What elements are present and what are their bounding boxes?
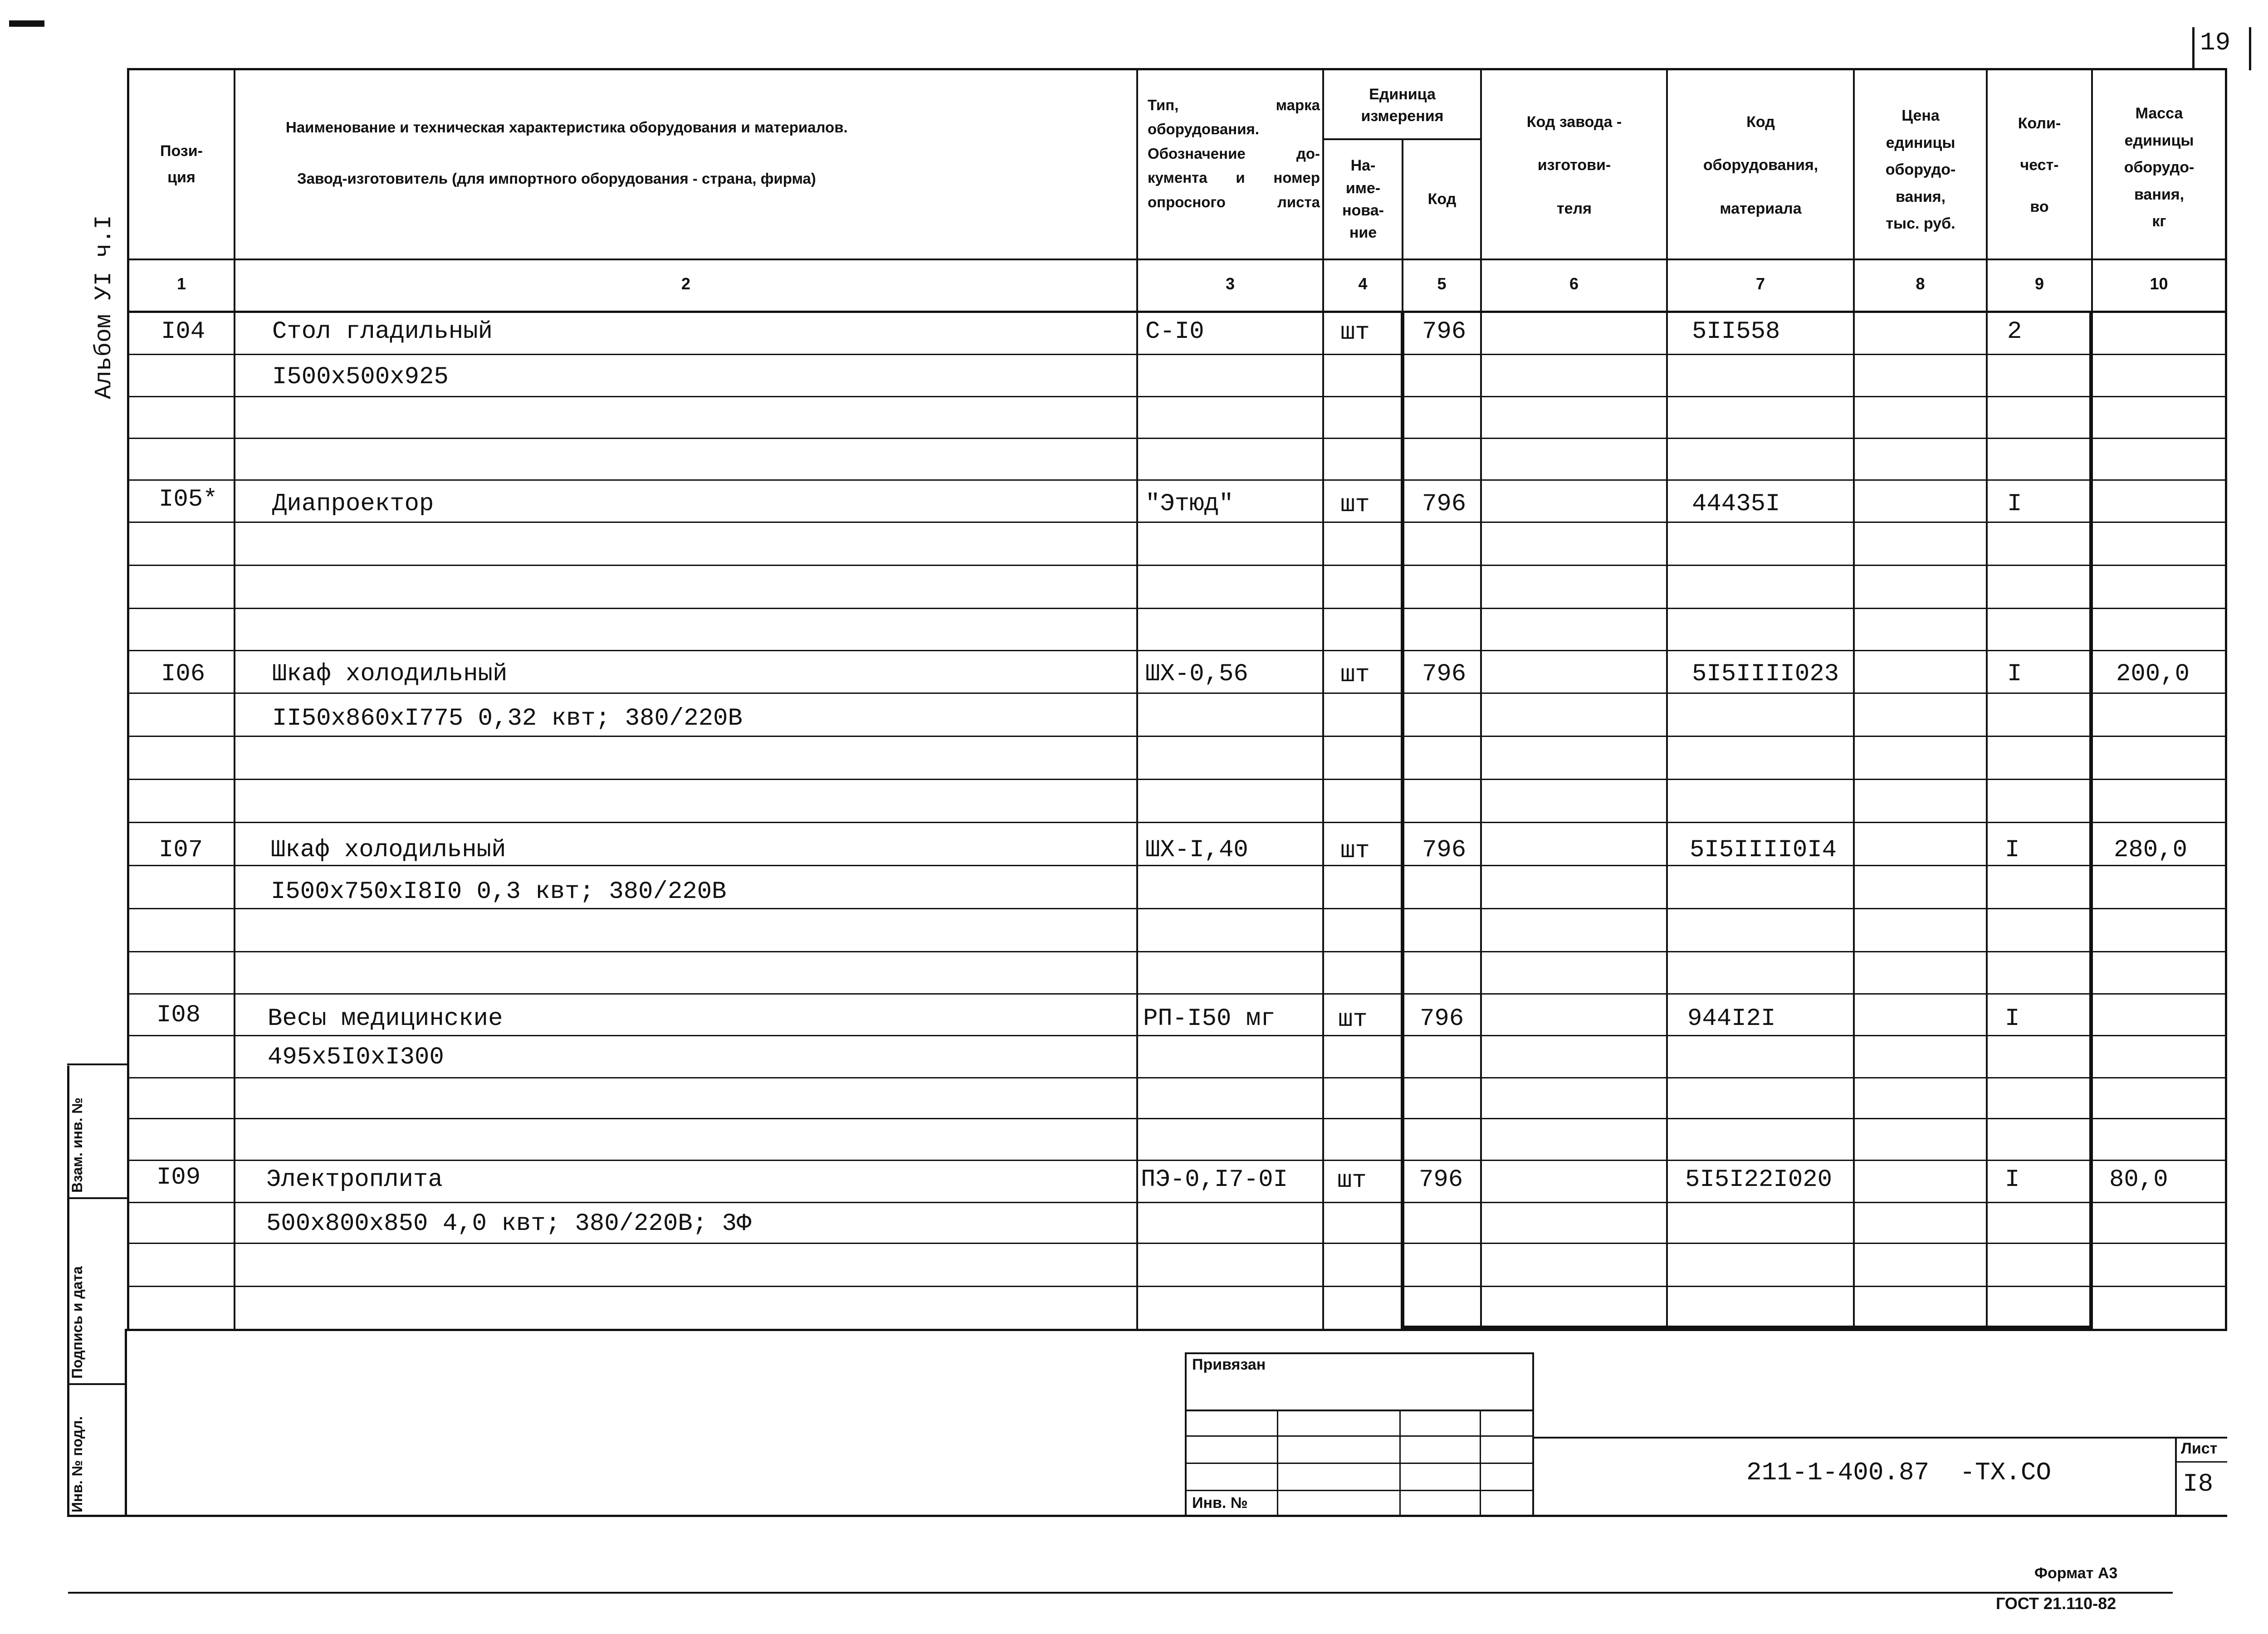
- row-equipment-code: 944I2I: [1687, 1005, 1776, 1033]
- row-unit-code: 796: [1422, 836, 1466, 864]
- row-position: I04: [161, 318, 205, 346]
- row-unit: шт: [1337, 1167, 1367, 1195]
- header-col3: Тип, марка оборудования. Обозначение до- кумента и номер опросного листа: [1148, 97, 1320, 210]
- row-type: ПЭ-0,I7-0I: [1141, 1166, 1288, 1194]
- row-unit-code: 796: [1422, 490, 1466, 518]
- footer-rule: [68, 1592, 2173, 1594]
- row-unit-code: 796: [1422, 318, 1466, 346]
- col-number-2: 2: [681, 274, 691, 293]
- row-quantity: I: [2007, 660, 2022, 688]
- row-name: Стол гладильный: [272, 318, 493, 346]
- row-equipment-code: 5I5IIII0I4: [1690, 836, 1837, 864]
- row-equipment-code: 44435I: [1692, 490, 1780, 518]
- row-name: Электроплита: [266, 1166, 443, 1194]
- col-number-9: 9: [2034, 274, 2044, 293]
- row-name: Диапроектор: [272, 490, 434, 518]
- col-number-8: 8: [1916, 274, 1925, 293]
- header-col9: Коли- чест- во: [2018, 115, 2061, 215]
- row-spec: II50x860xI775 0,32 квт; 380/220В: [272, 705, 743, 732]
- row-type: "Этюд": [1145, 490, 1234, 518]
- row-quantity: I: [2007, 490, 2022, 518]
- row-type: ШХ-0,56: [1145, 660, 1248, 688]
- col-number-3: 3: [1225, 274, 1235, 293]
- row-equipment-code: 5I5I22I020: [1685, 1166, 1833, 1194]
- row-unit-code: 796: [1422, 660, 1466, 688]
- row-spec: 495x5I0xI300: [268, 1044, 444, 1071]
- header-col10: Масса единицы оборудо- вания, кг: [2124, 105, 2195, 230]
- row-unit: шт: [1340, 319, 1370, 346]
- row-unit-code: 796: [1420, 1005, 1464, 1033]
- row-position: I06: [161, 660, 205, 688]
- col-number-6: 6: [1569, 274, 1579, 293]
- header-col1: Пози- ция: [160, 142, 203, 186]
- col-number-7: 7: [1755, 274, 1765, 293]
- col-number-1: 1: [176, 274, 186, 293]
- row-type: ШХ-I,40: [1145, 836, 1248, 864]
- row-unit: шт: [1340, 837, 1370, 865]
- row-unit-code: 796: [1419, 1166, 1463, 1194]
- header-col7: Код оборудования, материала: [1703, 113, 1818, 217]
- sheet-label: Лист: [2181, 1440, 2218, 1457]
- row-quantity: I: [2005, 836, 2020, 864]
- header-col2-line1: Наименование и техническая характеристика оборудования и материалов.: [286, 119, 848, 136]
- row-type: РП-I50 мг: [1143, 1005, 1276, 1033]
- corner-page-number: 19: [2200, 28, 2231, 57]
- album-label: Альбом УI ч.I: [91, 215, 117, 399]
- row-equipment-code: 5II558: [1692, 318, 1780, 346]
- sheet-number: I8: [2183, 1469, 2214, 1498]
- col-number-5: 5: [1437, 274, 1447, 293]
- row-name: Шкаф холодильный: [272, 660, 508, 688]
- row-mass: 80,0: [2109, 1166, 2168, 1194]
- row-name: Весы медицинские: [268, 1005, 503, 1033]
- row-quantity: I: [2005, 1005, 2020, 1033]
- margin-label-sign-date: Подпись и дата: [69, 1266, 85, 1379]
- row-equipment-code: 5I5IIII023: [1692, 660, 1839, 688]
- row-type: С-I0: [1145, 318, 1204, 346]
- row-quantity: 2: [2007, 318, 2022, 346]
- row-quantity: I: [2005, 1166, 2020, 1194]
- footer-format: Формат А3: [2034, 1565, 2118, 1582]
- margin-label-replace-inv: Взам. инв. №: [69, 1097, 85, 1193]
- col-number-4: 4: [1358, 274, 1368, 293]
- row-position: I07: [159, 836, 203, 864]
- document-code: 211-1-400.87 -ТХ.СО: [1746, 1458, 2052, 1487]
- row-spec: I500x750xI8I0 0,3 квт; 380/220В: [271, 878, 727, 906]
- row-position: I08: [156, 1001, 201, 1029]
- col-number-10: 10: [2150, 274, 2168, 293]
- header-col2-line2: Завод-изготовитель (для импортного оборудования - страна, фирма): [297, 170, 816, 187]
- row-mass: 280,0: [2114, 836, 2188, 864]
- row-position: I09: [156, 1164, 201, 1191]
- header-col5: Код: [1427, 190, 1457, 208]
- row-name: Шкаф холодильный: [271, 836, 506, 864]
- margin-label-original-inv: Инв. № подл.: [69, 1416, 85, 1512]
- footer-gost: ГОСТ 21.110-82: [1996, 1594, 2116, 1613]
- row-position: I05*: [159, 486, 218, 513]
- stamp-bound-label: Привязан: [1192, 1356, 1266, 1373]
- row-spec: 500x800x850 4,0 квт; 380/220В; 3Ф: [266, 1210, 752, 1238]
- stamp-inv-label: Инв. №: [1192, 1494, 1248, 1512]
- header-col4: На- име- нова- ние: [1342, 157, 1384, 242]
- header-unit: Единица измерения: [1361, 85, 1444, 125]
- header-col6: Код завода - изготови- теля: [1526, 113, 1622, 217]
- row-unit: шт: [1340, 491, 1370, 519]
- row-mass: 200,0: [2116, 660, 2190, 688]
- row-spec: I500x500x925: [272, 363, 449, 391]
- row-unit: шт: [1338, 1006, 1368, 1034]
- row-unit: шт: [1340, 661, 1370, 689]
- header-col8: Цена единицы оборудо- вания, тыс. руб.: [1885, 107, 1956, 233]
